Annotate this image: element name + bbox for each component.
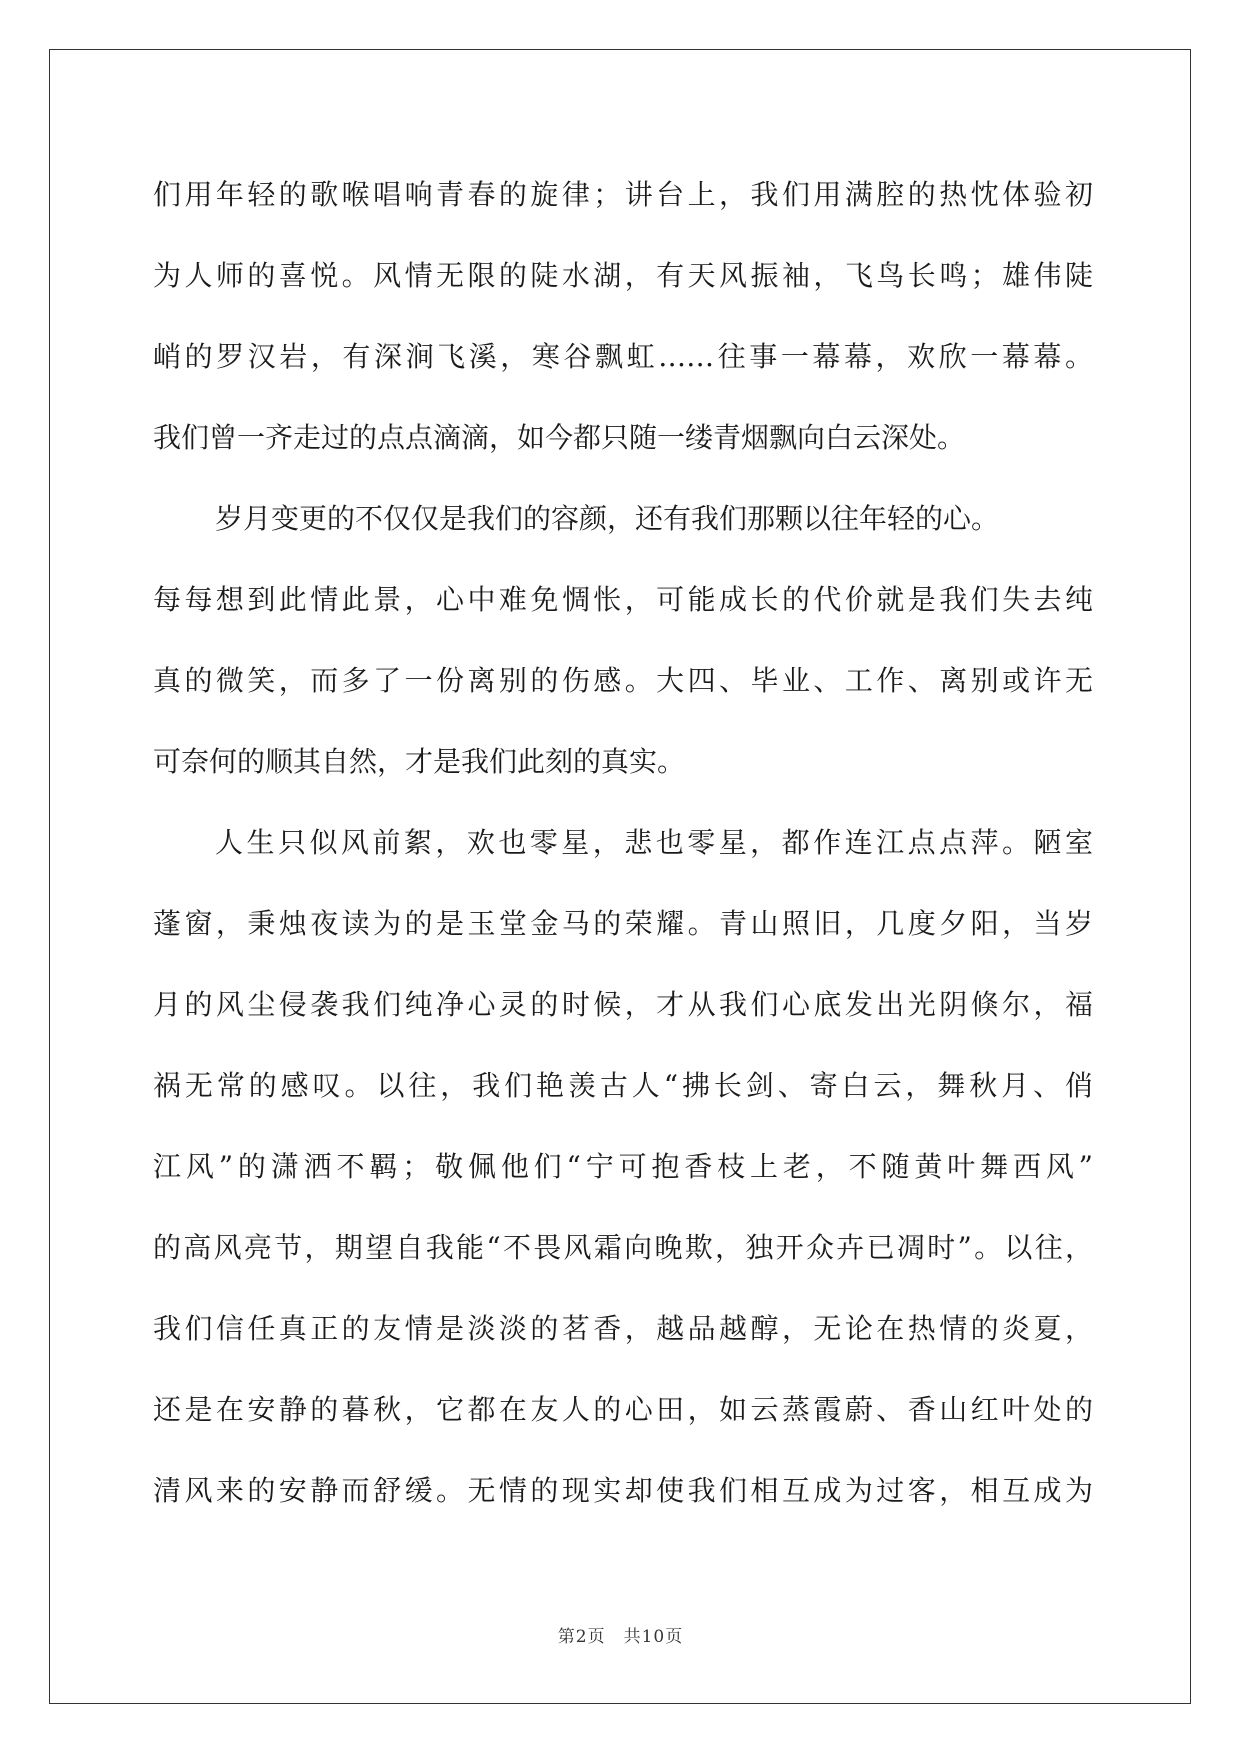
- text-line: 祸无常的感叹。以往，我们艳羡古人“拂长剑、寄白云，舞秋月、俏: [153, 1069, 1093, 1102]
- text-line: 峭的罗汉岩，有深涧飞溪，寒谷飘虹……往事一幕幕，欢欣一幕幕。: [153, 340, 1093, 373]
- text-line: 的高风亮节，期望自我能“不畏风霜向晚欺，独开众卉已凋时”。以往，: [153, 1231, 1093, 1264]
- text-line: 为人师的喜悦。风情无限的陡水湖，有天风振袖，飞鸟长鸣；雄伟陡: [153, 259, 1093, 292]
- text-line: 可奈何的顺其自然，才是我们此刻的真实。: [153, 745, 686, 778]
- text-line: 还是在安静的暮秋，它都在友人的心田，如云蒸霞蔚、香山红叶处的: [153, 1393, 1093, 1426]
- paragraph-first-line: 人生只似风前絮，欢也零星，悲也零星，都作连江点点萍。陋室: [215, 826, 1093, 859]
- paragraph-first-line: 岁月变更的不仅仅是我们的容颜，还有我们那颗以往年轻的心。: [215, 502, 1000, 535]
- text-line: 们用年轻的歌喉唱响青春的旋律；讲台上，我们用满腔的热忱体验初: [153, 178, 1093, 211]
- text-line: 真的微笑，而多了一份离别的伤感。大四、毕业、工作、离别或许无: [153, 664, 1093, 697]
- page-number: 第2页 共10页: [557, 1627, 684, 1647]
- text-line: 清风来的安静而舒缓。无情的现实却使我们相互成为过客，相互成为: [153, 1474, 1093, 1507]
- text-line: 每每想到此情此景，心中难免惆怅，可能成长的代价就是我们失去纯: [153, 583, 1093, 616]
- text-line: 我们信任真正的友情是淡淡的茗香，越品越醇，无论在热情的炎夏，: [153, 1312, 1093, 1345]
- text-line: 江风”的潇洒不羁；敬佩他们“宁可抱香枝上老，不随黄叶舞西风”: [153, 1150, 1093, 1183]
- text-line: 月的风尘侵袭我们纯净心灵的时候，才从我们心底发出光阴倏尔，福: [153, 988, 1093, 1021]
- text-line: 我们曾一齐走过的点点滴滴，如今都只随一缕青烟飘向白云深处。: [153, 421, 966, 454]
- body-text: [153, 166, 1093, 1543]
- text-line: 蓬窗，秉烛夜读为的是玉堂金马的荣耀。青山照旧，几度夕阳，当岁: [153, 907, 1093, 940]
